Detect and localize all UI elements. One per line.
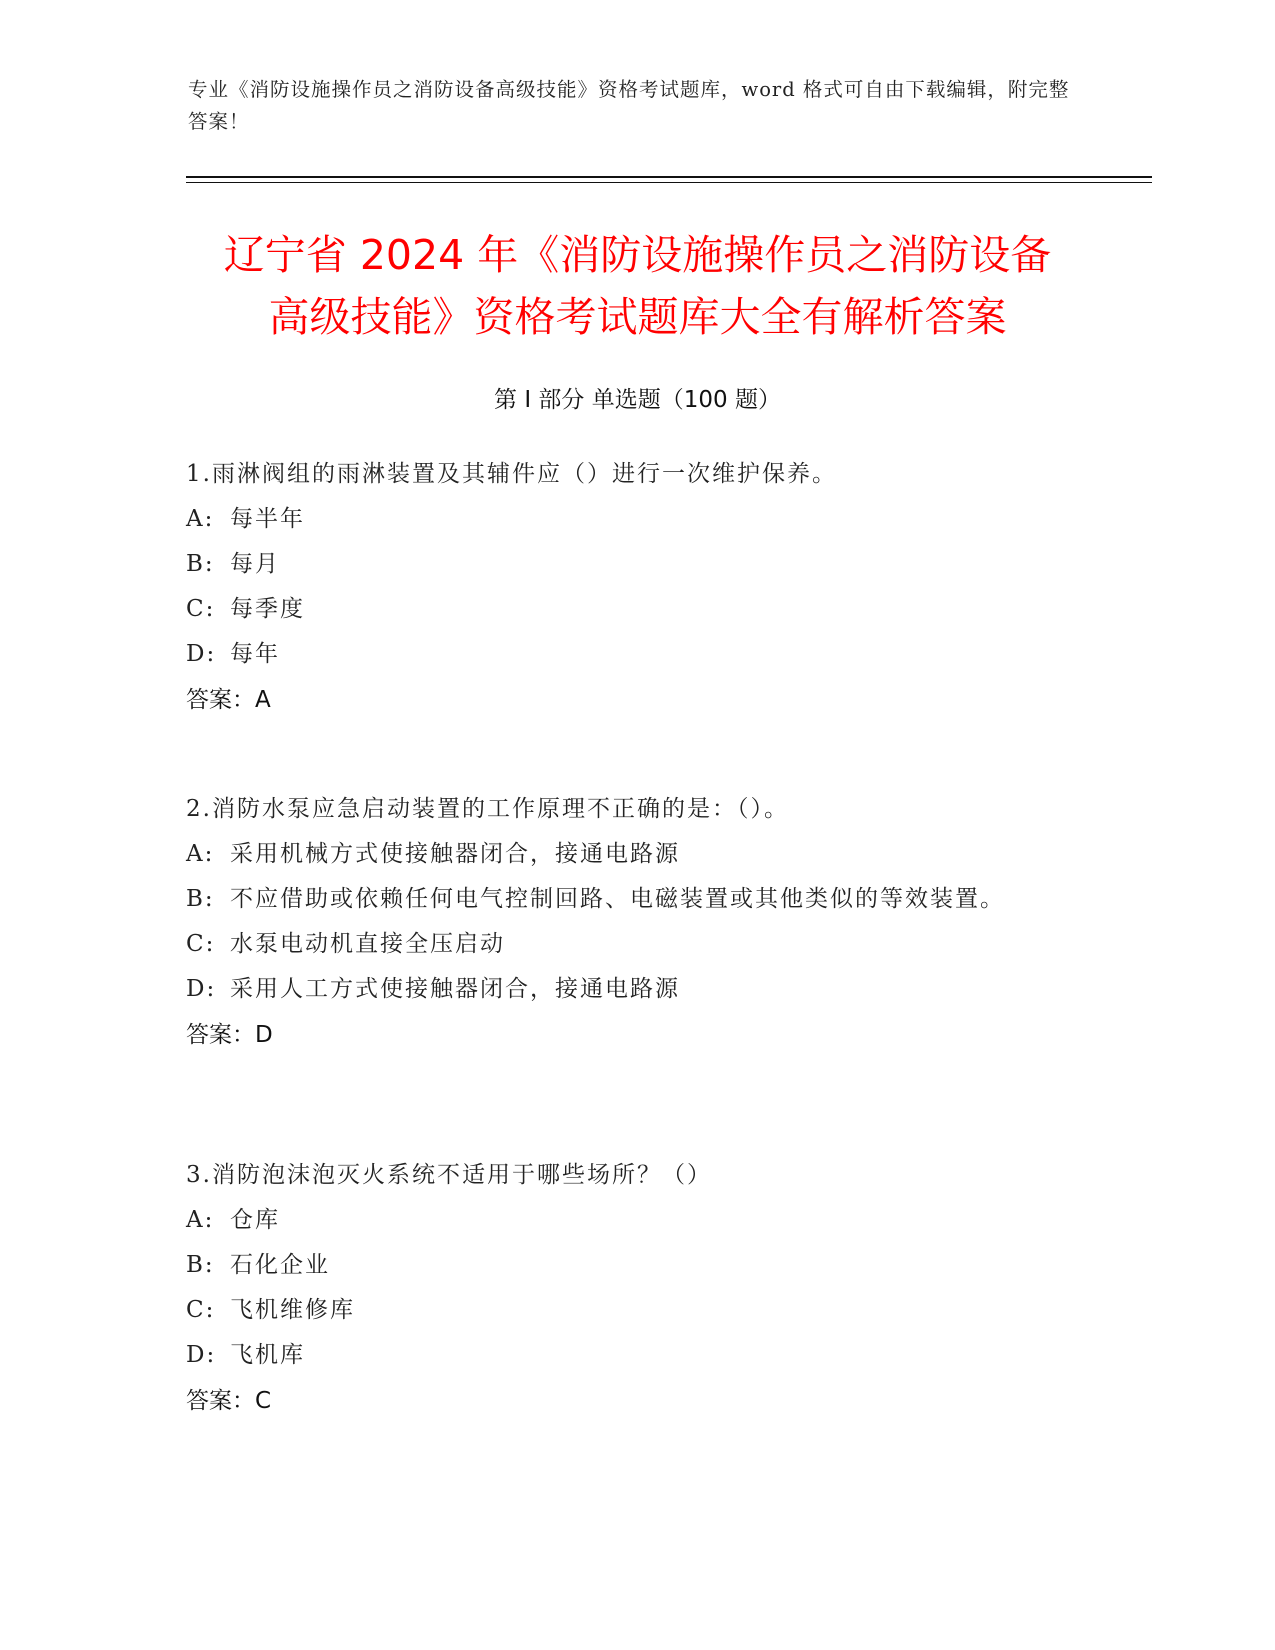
answer-line: 答案：C	[186, 1388, 272, 1414]
question-2	[186, 787, 1086, 1058]
header-divider-thick	[186, 176, 1152, 178]
document-header-note: 专业《消防设施操作员之消防设备高级技能》资格考试题库，word 格式可自由下载编辑，附完整答案！	[188, 78, 1070, 133]
option-text: 每半年	[230, 506, 305, 532]
option-letter: C:	[186, 931, 216, 957]
option-c	[186, 922, 1086, 967]
option-letter: C:	[186, 596, 216, 622]
answer-line: 答案：A	[186, 687, 271, 713]
option-letter: B:	[186, 886, 215, 912]
option-d	[186, 632, 1086, 677]
question-stem: 3.消防泡沫泡灭火系统不适用于哪些场所？（）	[186, 1162, 712, 1188]
option-text: 仓库	[230, 1207, 280, 1233]
option-text: 不应借助或依赖任何电气控制回路、电磁装置或其他类似的等效装置。	[230, 886, 1005, 912]
option-text: 每季度	[230, 596, 305, 622]
option-c	[186, 1288, 1086, 1333]
option-b	[186, 542, 1086, 587]
answer-line: 答案：D	[186, 1022, 273, 1048]
option-letter: B:	[186, 1252, 215, 1278]
option-letter: A:	[186, 841, 215, 867]
title-line-1: 辽宁省 2024 年《消防设施操作员之消防设备	[223, 231, 1052, 279]
question-1	[186, 452, 1086, 723]
option-text: 每月	[230, 551, 280, 577]
option-c	[186, 587, 1086, 632]
question-3	[186, 1153, 1086, 1424]
option-text: 飞机维修库	[230, 1297, 355, 1323]
option-b	[186, 877, 1086, 922]
question-stem: 2.消防水泵应急启动装置的工作原理不正确的是：（）。	[186, 796, 789, 822]
option-letter: D:	[186, 641, 217, 667]
option-letter: B:	[186, 551, 215, 577]
option-text: 飞机库	[230, 1342, 305, 1368]
option-text: 水泵电动机直接全压启动	[230, 931, 505, 957]
title-line-2: 高级技能》资格考试题库大全有解析答案	[268, 293, 1007, 341]
document-title	[170, 224, 1105, 348]
option-a	[186, 832, 1086, 877]
option-d	[186, 1333, 1086, 1378]
option-letter: D:	[186, 1342, 217, 1368]
option-letter: C:	[186, 1297, 216, 1323]
option-b	[186, 1243, 1086, 1288]
option-a	[186, 497, 1086, 542]
option-text: 石化企业	[230, 1252, 330, 1278]
option-text: 采用机械方式使接触器闭合，接通电路源	[230, 841, 680, 867]
option-letter: D:	[186, 976, 217, 1002]
question-stem: 1.雨淋阀组的雨淋装置及其辅件应（）进行一次维护保养。	[186, 461, 837, 487]
option-text: 采用人工方式使接触器闭合，接通电路源	[230, 976, 680, 1002]
option-a	[186, 1198, 1086, 1243]
header-divider-thin	[186, 182, 1152, 183]
option-letter: A:	[186, 1207, 215, 1233]
section-heading: 第 I 部分 单选题（100 题）	[494, 387, 781, 413]
option-d	[186, 967, 1086, 1012]
option-letter: A:	[186, 506, 215, 532]
option-text: 每年	[230, 641, 280, 667]
